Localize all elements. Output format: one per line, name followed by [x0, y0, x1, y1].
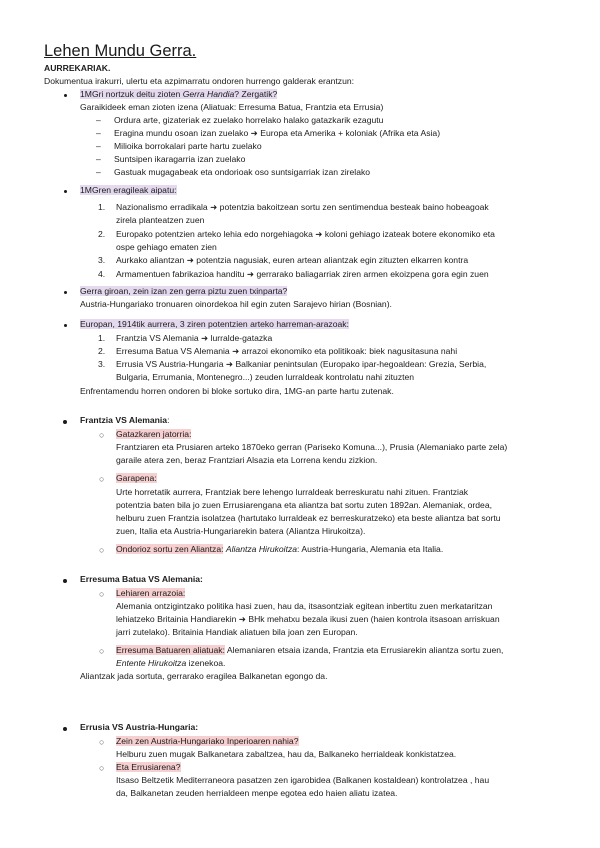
list-number: 1.: [98, 202, 106, 212]
list-item: Ordura arte, gizateriak ez zuelako horrelako halako gatazkarik ezagutu: [114, 115, 384, 125]
list-item: Bulgaria, Errumania, Montenegro...) zeuden lurraldeak kontrolatu nahi zituzten: [116, 372, 415, 382]
answer-1: Garaikideek eman zioten izena (Aliatuak: Erresuma Batua, Frantzia eta Errusia): [80, 102, 384, 112]
paragraph-line: jarri zutelako). Britainia Handiak aliatuen bila joan zen Europan.: [116, 627, 358, 637]
paragraph-line: garaile atera zen, beraz Frantziari Alsazia eta Lorrena kendu zizkion.: [116, 455, 378, 465]
dash-icon: –: [96, 154, 101, 164]
question-3: [80, 285, 287, 298]
list-number: 2.: [98, 229, 106, 239]
entente-hirukoitza-italic: Entente Hirukoitza: [116, 658, 187, 668]
question-1: [80, 88, 277, 101]
paragraph-line: potentzia baten bila jo zuen Errusiarengana eta aliantza bat sortu zuten 1892an. Alemaniak, ordea,: [116, 500, 492, 510]
bullet-icon: [64, 190, 67, 193]
intro-text: Dokumentua irakurri, ulertu eta azpimarratu ondoren hurrengo galderak erantzun:: [44, 76, 355, 86]
paragraph-line: Helburu zuen mugak Balkanetara zabaltzea, hau da, Balkaneko herrialdeak konkistatzea.: [116, 749, 457, 759]
bullet-icon: [64, 324, 67, 327]
circle-bullet-icon: ○: [99, 763, 105, 773]
subheading-lehia: [116, 587, 185, 600]
list-number: 3.: [98, 255, 106, 265]
list-item: Gastuak mugagabeak eta ondorioak oso suntsigarriak izan zirelako: [114, 167, 371, 177]
answer-3: Austria-Hungariako tronuaren oinordekoa hil egin zuten Sarajevo hirian (Bosnian).: [80, 299, 392, 309]
dash-icon: –: [96, 128, 101, 138]
paragraph-line: lehiatzeko Britainia Handiarekin ➜ BHk mehatxu bezala ikusi zuen (haien kontrola itsasoan arriskuan: [116, 614, 500, 624]
paragraph-line: zuen, Italia eta Austria-Hungariarekin batera (Aliantza Hirukoitza).: [116, 526, 366, 536]
entente-line: [116, 657, 225, 670]
question-4-text: Europan, 1914tik aurrera, 3 ziren potentzien arteko harreman-arazoak:: [80, 319, 349, 329]
frantzia-heading-colon: :: [167, 415, 170, 425]
question-1-prefix: 1MGri nortzuk deitu zioten: [80, 89, 183, 99]
paragraph-line: Alemania ontzigintzako politika hasi zuen, hau da, itsasontziak egitean inbertitu zuen merkataritzan: [116, 601, 493, 611]
list-item: Milioika borrokalari parte hartu zuelako: [114, 141, 262, 151]
list-item: Erresuma Batua VS Alemania ➜ arrazoi ekonomiko eta politikoak: biek nagusitasuna nahi: [116, 346, 458, 356]
list-item: Suntsipen ikaragarria izan zuelako: [114, 154, 246, 164]
aliatuak-rest: Alemaniaren etsaia izanda, Frantzia eta Errusiarekin aliantza sortu zuen,: [224, 645, 504, 655]
list-item: ospe gehiago ematen zien: [116, 242, 217, 252]
subheading-errusiarena: [116, 761, 181, 774]
list-number: 3.: [98, 359, 106, 369]
frantzia-heading-text: Frantzia VS Alemania: [80, 415, 168, 425]
list-item: Errusia VS Austria-Hungaria ➜ Balkaniar penintsulan (Europako ipar-hegoaldean: Grezia, Serbia,: [116, 359, 487, 369]
subheading-lehia-text: Lehiaren arrazoia:: [116, 588, 186, 598]
list-item: zirela planteatzen zuen: [116, 215, 205, 225]
paragraph-line: da, Balkanetan zeuden herrialdeen menpe egotea edo haien aliatu izatea.: [116, 788, 398, 798]
subheading-aliatuak: [116, 644, 503, 657]
circle-bullet-icon: ○: [99, 589, 105, 599]
subheading-austria-nahia-text: Zein zen Austria-Hungariako Inperioaren nahia?: [116, 736, 299, 746]
list-number: 1.: [98, 333, 106, 343]
question-1-suffix: ? Zergatik?: [234, 89, 278, 99]
question-1-italic: Gerra Handia: [182, 89, 235, 99]
list-item: Europako potentzien arteko lehia edo norgehiagoka ➜ koloni gehiago izateak botere ekonomiko eta: [116, 229, 495, 239]
question-4: [80, 318, 349, 331]
bullet-icon: [63, 420, 67, 424]
subheading-gatazka: [116, 428, 191, 441]
ondorioz-rest: : Austria-Hungaria, Alemania eta Italia.: [297, 544, 444, 554]
subheading-austria-nahia: [116, 735, 299, 748]
list-item: Nazionalismo erradikala ➜ potentzia bakoitzean sortu zen sentimendua besteak baino hobeagoak: [116, 202, 489, 212]
subheading-gatazka-text: Gatazkaren jatorria:: [116, 429, 192, 439]
subheading-ondorioz-text: Ondorioz sortu zen Aliantza:: [116, 544, 224, 554]
circle-bullet-icon: ○: [99, 737, 105, 747]
subheading-aliatuak-text: Erresuma Batuaren aliatuak:: [116, 645, 225, 655]
subheading-errusiarena-text: Eta Errusiarena?: [116, 762, 181, 772]
paragraph-line: Frantziaren eta Prusiaren arteko 1870eko gerran (Pariseko Komuna...), Prusia (Alemaniako parte zela): [116, 442, 508, 452]
paragraph-line: Urte horretatik aurrera, Frantziak bere lehengo lurraldeak berreskuratu nahi zituen. Frantziak: [116, 487, 469, 497]
paragraph-line: Itsaso Beltzetik Mediterraneora pasatzen zen igarobidea (Balkanen kostaldean) kontrolatzea , hau: [116, 775, 490, 785]
page-title: Lehen Mundu Gerra.: [44, 42, 197, 60]
dash-icon: –: [96, 141, 101, 151]
bullet-icon: [63, 727, 67, 731]
aliantza-hirukoitza-italic: Aliantza Hirukoitza: [225, 544, 298, 554]
circle-bullet-icon: ○: [99, 430, 105, 440]
bullet-icon: [64, 291, 67, 294]
question-2-text: 1MGren eragileak aipatu:: [80, 185, 177, 195]
subheading-ondorioz: [116, 543, 443, 556]
circle-bullet-icon: ○: [99, 646, 105, 656]
circle-bullet-icon: ○: [99, 545, 105, 555]
question-3-text: Gerra giroan, zein izan zen gerra piztu zuen txinparta?: [80, 286, 288, 296]
conclusion-text: Aliantzak jada sortuta, gerrarako eragilea Balkanetan egongo da.: [80, 671, 328, 681]
section-heading-aurrekariak: AURREKARIAK.: [44, 63, 111, 73]
list-number: 4.: [98, 269, 106, 279]
bullet-icon: [63, 579, 67, 583]
subheading-garapena-text: Garapena:: [116, 473, 157, 483]
paragraph-line: helburu zuen Frantzia isolatzea (hartutako lurraldeak ez berreskuratzeko) eta beste aliantza bat sortu: [116, 513, 501, 523]
list-item: Eragina mundu osoan izan zuelako ➜ Europa eta Amerika + koloniak (Afrika eta Asia): [114, 128, 441, 138]
dash-icon: –: [96, 167, 101, 177]
conclusion-text: Enfrentamendu horren ondoren bi bloke sortuko dira, 1MG-an parte hartu zutenak.: [80, 386, 394, 396]
question-2: [80, 184, 177, 197]
entente-rest: izenekoa.: [186, 658, 226, 668]
section-heading-frantzia: [80, 414, 169, 427]
section-heading-erresuma: Erresuma Batua VS Alemania:: [80, 574, 203, 584]
list-item: Armamentuen fabrikazioa handitu ➜ gerrarako baliagarriak ziren armen ekoizpena gora egin zuen: [116, 269, 489, 279]
list-item: Frantzia VS Alemania ➜ lurralde-gatazka: [116, 333, 273, 343]
bullet-icon: [64, 94, 67, 97]
dash-icon: –: [96, 115, 101, 125]
section-heading-errusia: Errusia VS Austria-Hungaria:: [80, 722, 199, 732]
subheading-garapena: [116, 472, 157, 485]
list-item: Aurkako aliantzan ➜ potentzia nagusiak, euren artean aliantzak egin zituzten elkarren kontra: [116, 255, 469, 265]
list-number: 2.: [98, 346, 106, 356]
circle-bullet-icon: ○: [99, 474, 105, 484]
